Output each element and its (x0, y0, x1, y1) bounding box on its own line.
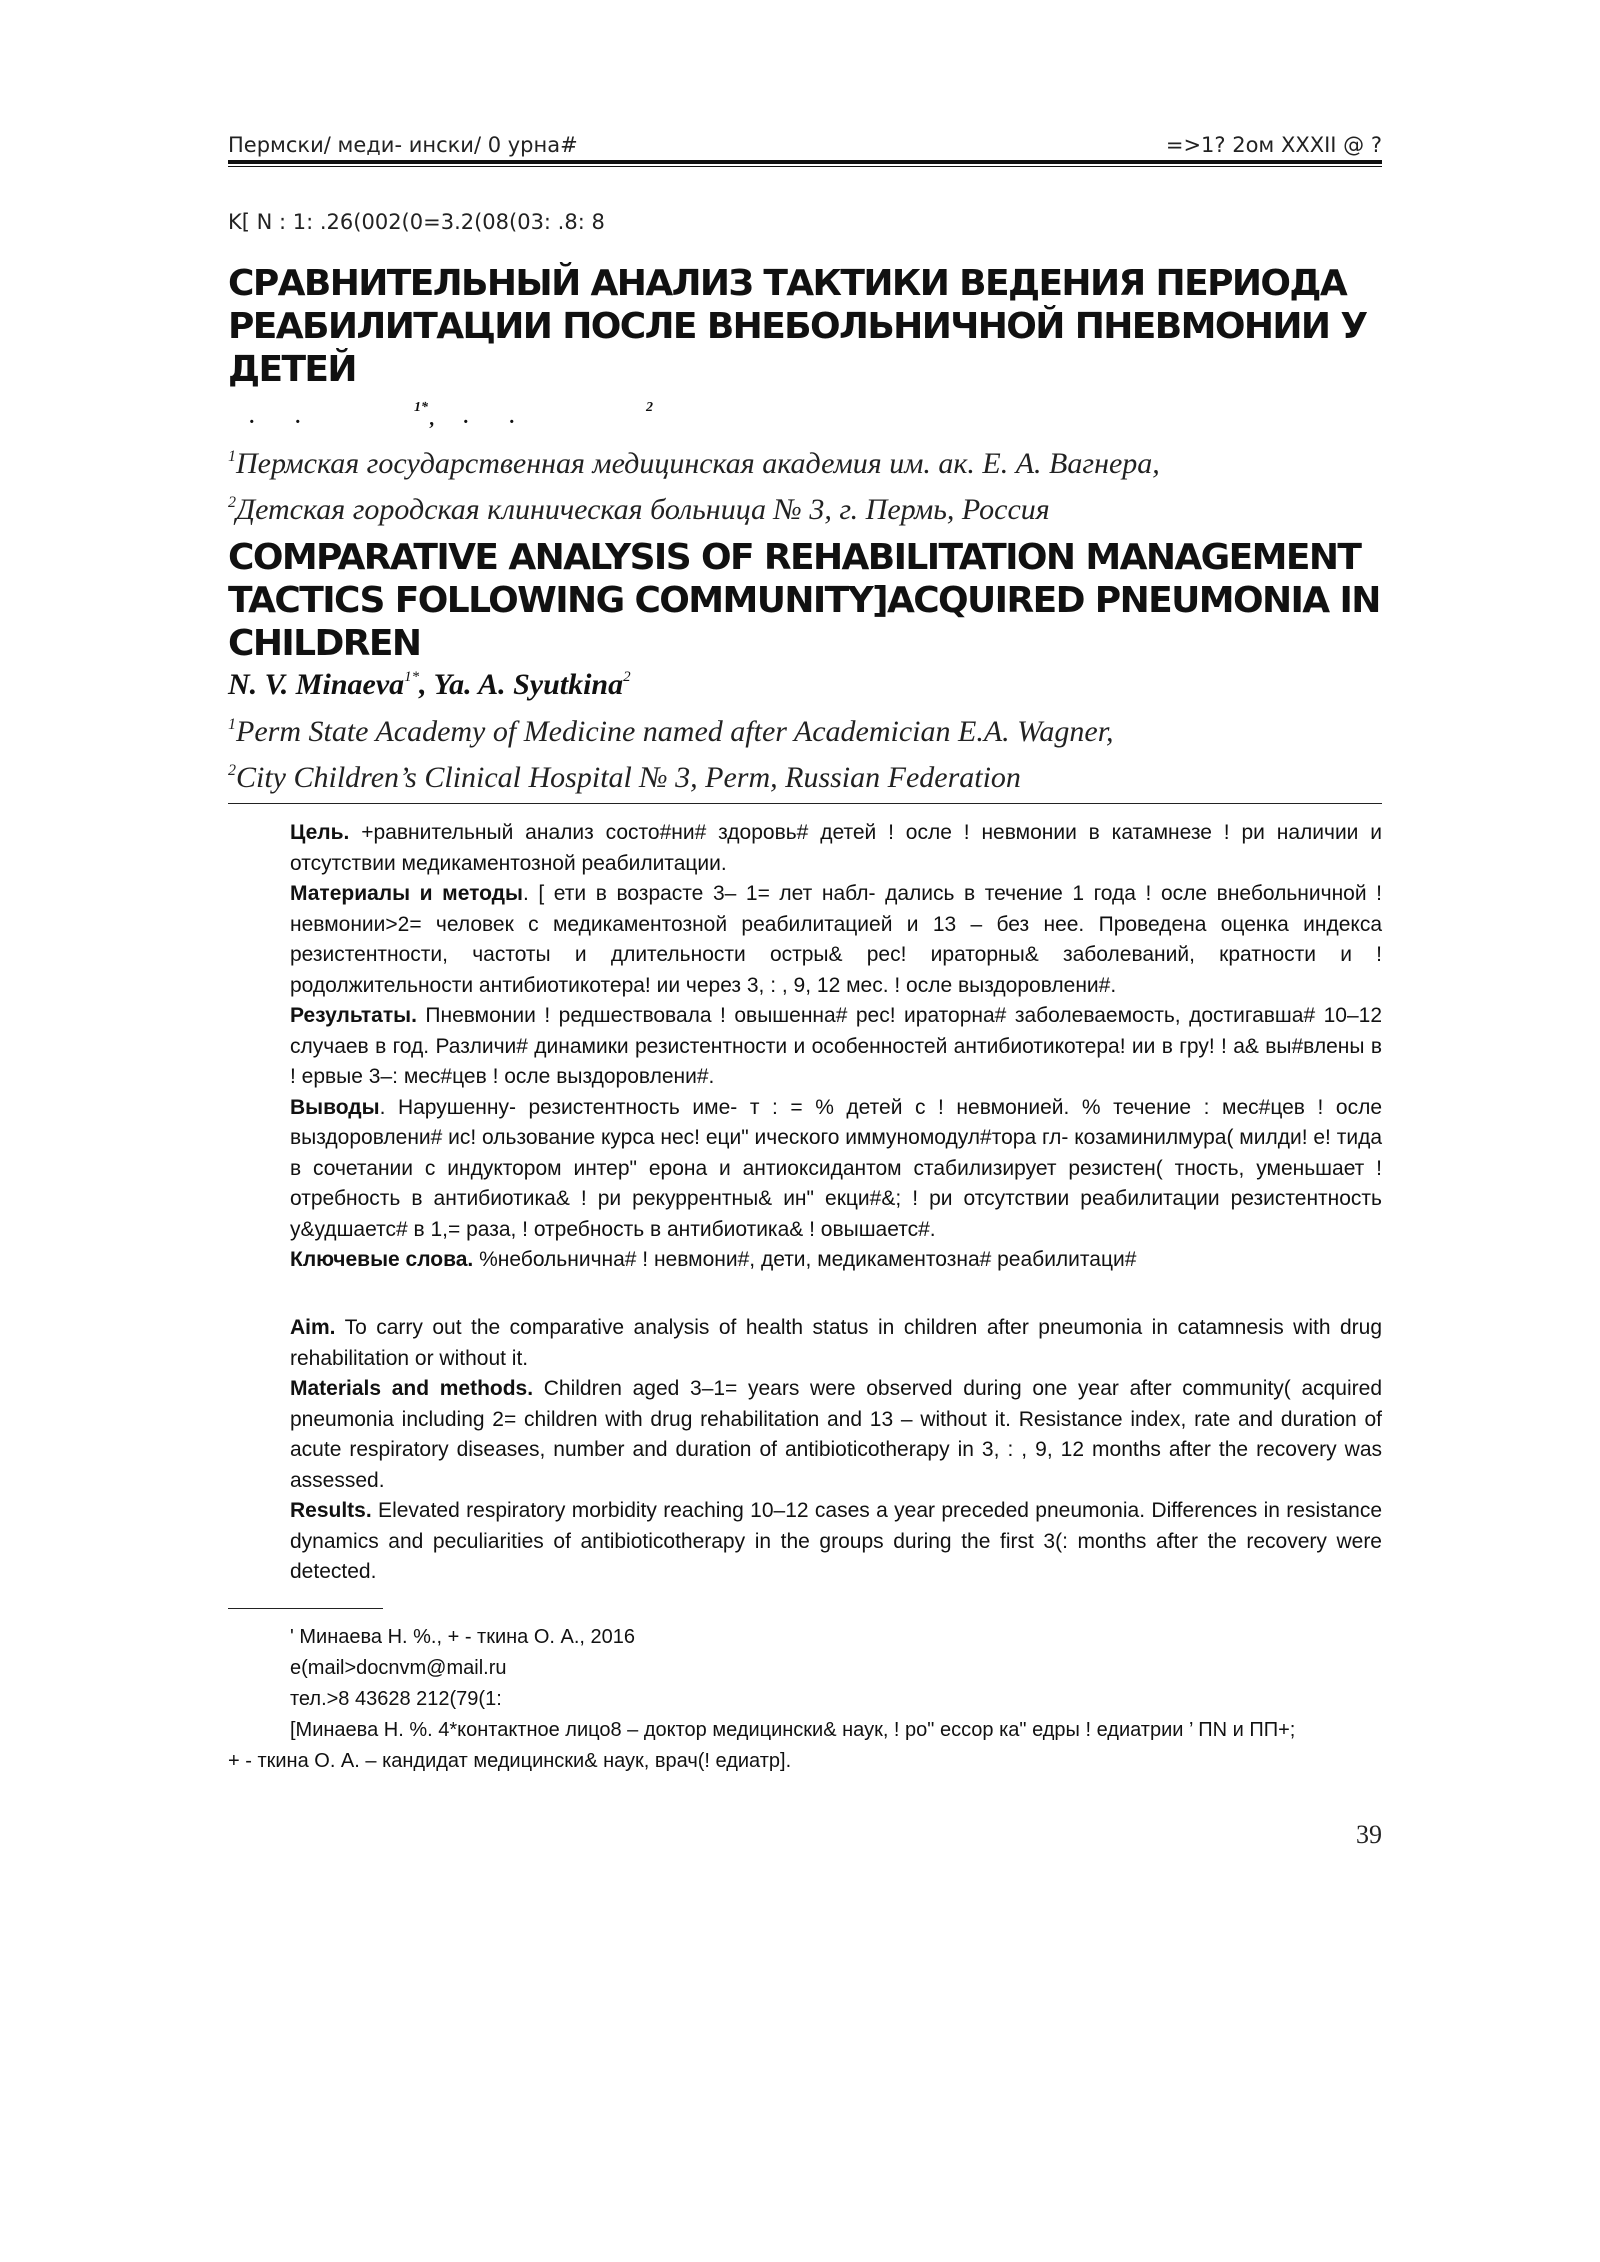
abstract-ru-methods (290, 879, 1382, 1001)
udc-code: K[ N : 1: .26(002(0=3.2(08(03: .8: 8 (228, 210, 605, 234)
abstract-ru-results-label: Результаты. (290, 1004, 417, 1027)
header-rule (228, 160, 1382, 167)
abstract-ru-keywords-text: %небольнична# ! невмони#, дети, медикаментозна# реабилитаци# (473, 1248, 1137, 1271)
running-head (228, 133, 1382, 157)
footnote-rule (228, 1608, 383, 1609)
author-en-2: Ya. A. Syutkina (433, 668, 624, 701)
abstract-en-results-label: Results. (290, 1499, 372, 1522)
abstract-ru-conclusions (290, 1093, 1382, 1246)
affiliation-ru-1-text: Пермская государственная медицинская академия им. ак. Е. А. Вагнера, (236, 447, 1160, 480)
author-en-separator: , (419, 668, 434, 701)
author-en-1: N. V. Minaeva (228, 668, 405, 701)
author-en-2-mark: 2 (623, 669, 631, 685)
journal-name: Пермски/ меди- ински/ 0 урна# (228, 133, 578, 157)
footnote-phone: тел.>8 43628 212(79(1: (290, 1688, 502, 1710)
abstract-ru-methods-label: Материалы и методы (290, 882, 523, 905)
affiliation-en-1-text: Perm State Academy of Medicine named after Academician E.A. Wagner, (236, 715, 1114, 748)
authors-en (228, 668, 631, 702)
abstract-en-methods-text: Children aged 3–1= years were observed during one year after community( acquired pneumonia including 2= children with drug rehabilitation and 13 – without it. Resistance index, rate and duration of acute respiratory diseases, number and duration of antibioticotherapy in 3, : , 9, 12 months after the recovery was assessed. (290, 1377, 1383, 1492)
abstract-ru-aim-label: Цель. (290, 821, 350, 844)
affiliation-ru-1-number: 1 (228, 448, 236, 465)
affiliations-ru (228, 437, 1388, 529)
page-number: 39 (1356, 1820, 1382, 1849)
abstract-ru-conclusions-text: . Нарушенну- резистентность име- т : = % детей с ! невмонией. % течение : мес#цев ! осле выздоровлени# ис! ользование курса нес! еци" ического иммуномодул#тора гл- козаминилмура( милди! е! тида в сочетании с индуктором интер" ерона и антиоксидантом стабилизирует резистен( тность, уменьшает ! отребность в антибиотика& ! ри рекуррентны& ин" екци#&; ! ри отсутствии реабилитации резистентность у&удшаетс# в 1,= раза, ! отребность в антибиотика& ! овышаетс#. (290, 1095, 1382, 1241)
affiliation-en-1 (228, 705, 1388, 751)
author-mark-2: 2 (646, 400, 653, 415)
affiliation-ru-2 (228, 483, 1388, 529)
abstract-ru-aim (290, 818, 1382, 879)
author-initials-1: . . (250, 406, 319, 428)
author-initials-2: . . (464, 406, 533, 428)
author-separator: , (430, 408, 435, 430)
issue-info: =>1? 2ом XXXII @ ? (1165, 133, 1382, 157)
abstract-en-methods (290, 1374, 1382, 1496)
title-ru: СРАВНИТЕЛЬНЫЙ АНАЛИЗ ТАКТИКИ ВЕДЕНИЯ ПЕРИОДА РЕАБИЛИТАЦИИ ПОСЛЕ ВНЕБОЛЬНИЧНОЙ ПНЕВМОНИИ У ДЕТЕЙ (228, 263, 1367, 390)
section-rule (228, 803, 1382, 804)
abstract-ru-results-text: Пневмонии ! редшествовала ! овышенна# рес! ираторна# заболеваемость, достигавша# 10–12 случаев в год. Различи# динамики резистентности и особенностей антибиотикотера! ии в гру! ! а& вы#влены в ! ервые 3–: мес#цев ! осле выздоровлени#. (290, 1004, 1382, 1088)
abstract-ru-methods-text: . [ ети в возрасте 3– 1= лет набл- дались в течение 1 года ! осле внебольничной ! невмонии>2= человек с медикаментозной реабилитацией и 13 – без нее. Проведена оценка индекса резистентности, частоты и длительности остры& рес! ираторны& заболеваний, кратности и ! родолжительности антибиотикотера! ии через 3, : , 9, 12 мес. ! осле выздоровлени#. (290, 882, 1382, 997)
affiliation-en-1-number: 1 (228, 716, 236, 733)
affiliation-ru-2-number: 2 (228, 494, 236, 511)
footnote-email: e(mail>docnvm@mail.ru (290, 1657, 507, 1679)
abstract-en (290, 1313, 1382, 1588)
footnote-bio-2: + - ткина О. А. – кандидат медицински& наук, врач(! едиатр]. (228, 1750, 792, 1772)
authors-ru (228, 400, 728, 430)
title-en: COMPARATIVE ANALYSIS OF REHABILITATION MANAGEMENT TACTICS FOLLOWING COMMUNITY]ACQUIRED PNEUMONIA IN CHILDREN (228, 537, 1380, 664)
abstract-en-methods-label: Materials and methods. (290, 1377, 534, 1400)
abstract-ru-aim-text: +равнительный анализ состо#ни# здоровь# детей ! осле ! невмонии в катамнезе ! ри наличии и отсутствии медикаментозной реабилитации. (290, 821, 1382, 875)
author-en-1-mark: 1* (404, 669, 420, 685)
abstract-ru (290, 818, 1382, 1276)
footnote-bio-1: [Минаева Н. %. 4*контактное лицо8 – доктор медицински& наук, ! ро" ессор ка" едры ! едиатрии ’ ПN и ПП+; (290, 1719, 1296, 1741)
abstract-en-aim-text: To carry out the comparative analysis of health status in children after pneumonia in catamnesis with drug rehabilitation or without it. (290, 1316, 1382, 1370)
affiliation-en-2-text: City Children’s Clinical Hospital № 3, Perm, Russian Federation (236, 761, 1021, 794)
abstract-ru-keywords-label: Ключевые слова. (290, 1248, 474, 1271)
abstract-ru-results (290, 1001, 1382, 1093)
affiliations-en (228, 705, 1388, 797)
author-mark-1: 1* (414, 400, 428, 415)
abstract-ru-conclusions-label: Выводы (290, 1095, 380, 1119)
affiliation-ru-2-text: Детская городская клиническая больница № 3, г. Пермь, Россия (236, 493, 1050, 526)
footnotes (228, 1622, 1382, 1777)
abstract-en-results (290, 1496, 1382, 1588)
affiliation-en-2-number: 2 (228, 762, 236, 779)
affiliation-ru-1 (228, 437, 1388, 483)
abstract-en-aim (290, 1313, 1382, 1374)
abstract-en-aim-label: Aim. (290, 1316, 336, 1339)
footnote-copyright: ' Минаева Н. %., + - ткина О. А., 2016 (290, 1626, 636, 1648)
affiliation-en-2 (228, 751, 1388, 797)
abstract-ru-keywords (290, 1245, 1382, 1276)
abstract-en-results-text: Elevated respiratory morbidity reaching 10–12 cases a year preceded pneumonia. Differences in resistance dynamics and peculiarities of antibioticotherapy in the groups during the first 3(: months after the recovery were detected. (290, 1499, 1382, 1583)
